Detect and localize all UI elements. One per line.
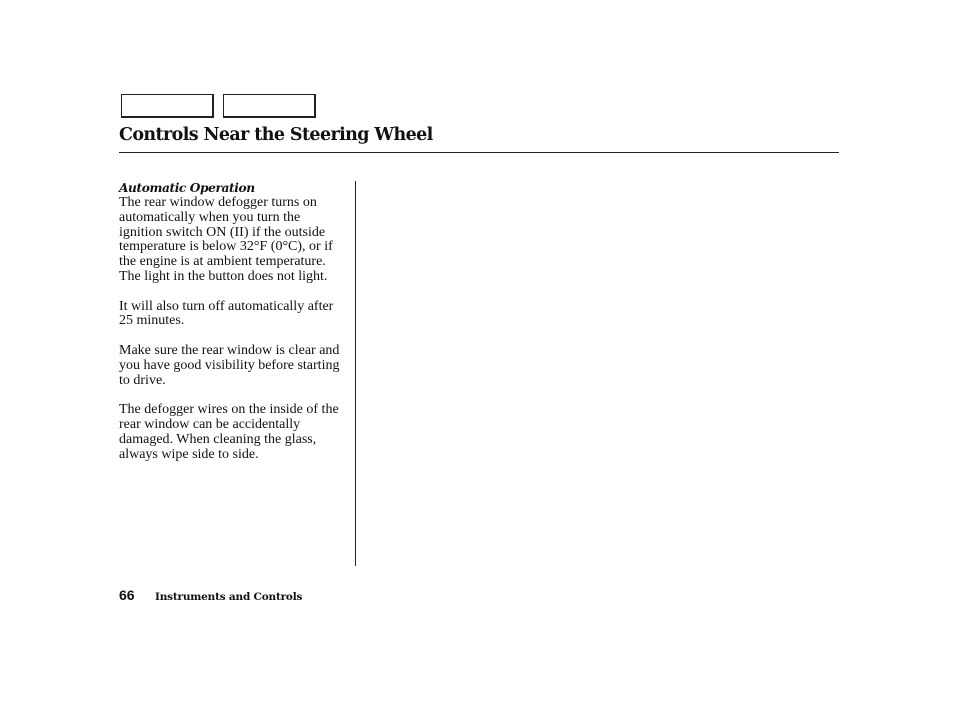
section-heading: Automatic Operation xyxy=(119,181,255,195)
paragraph-visibility: Make sure the rear window is clear and you have good visibility before starting to drive. xyxy=(119,342,340,388)
section-footer-label: Instruments and Controls xyxy=(155,591,303,603)
content-column xyxy=(119,181,347,477)
paragraph-defogger-wires: The defogger wires on the inside of the rear window can be accidentally damaged. When cleaning the glass, always wipe side to side. xyxy=(119,402,339,462)
title-divider xyxy=(119,152,839,153)
previous-page-tab[interactable] xyxy=(121,94,214,118)
column-divider xyxy=(355,181,356,566)
paragraph-automatic-on: The rear window defogger turns on automatically when you turn the ignition switch ON (II) if the outside temperature is below 32°F (0°C), or if the engine is at ambient temperature. The light in the button does not light. xyxy=(119,195,333,284)
page-title: Controls Near the Steering Wheel xyxy=(119,125,433,145)
next-page-tab[interactable] xyxy=(223,94,316,118)
page-number: 66 xyxy=(119,587,135,603)
paragraph-auto-off: It will also turn off automatically after 25 minutes. xyxy=(119,298,334,329)
